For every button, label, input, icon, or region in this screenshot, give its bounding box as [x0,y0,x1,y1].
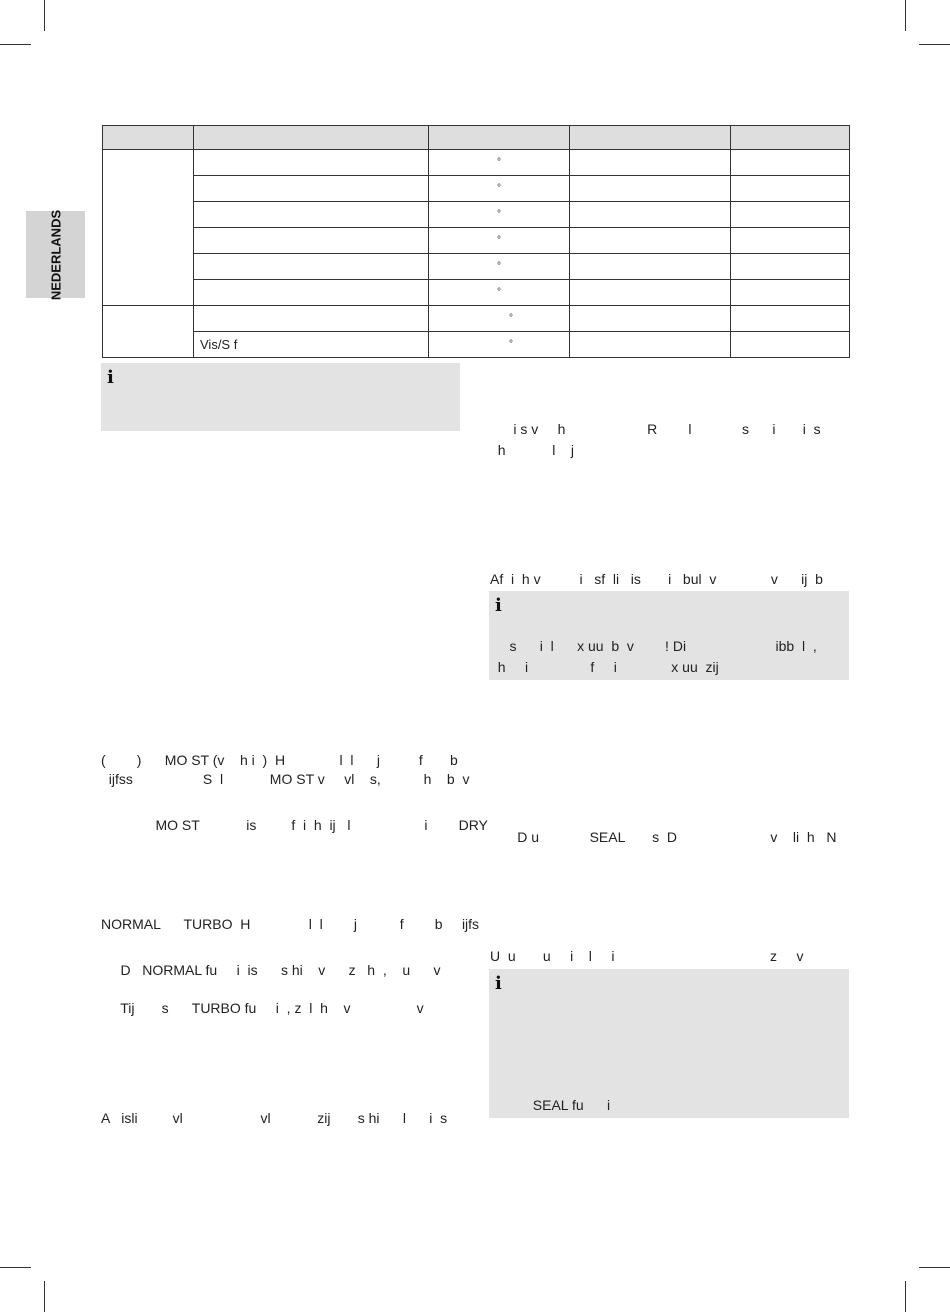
body-text-line: MO ST is f i h ij l i DRY [101,817,488,833]
product-cell [194,150,429,176]
product-cell [194,280,429,306]
note-text-line: h i f i x uu zij [490,659,719,675]
table-row [103,176,850,202]
settings-table [102,125,850,358]
note-box [489,591,849,680]
temperature-unit: ° [429,228,570,254]
crop-mark [0,1267,31,1268]
body-text-line: D NORMAL fu i is s hi v z h , u v [101,962,441,978]
crop-mark [44,0,45,31]
temperature-unit: ° [429,202,570,228]
product-cell [194,228,429,254]
product-cell [194,176,429,202]
body-text-line: Af i h v i sf li is i bul v v ij b [490,571,823,587]
crop-mark [905,1281,906,1312]
body-text-line: ijfss S l MO ST v vl s, h b v [101,771,470,787]
body-text-line: Tij s TURBO fu i , z l h v v [101,1000,424,1016]
category-cell [103,150,194,306]
table-row [103,254,850,280]
body-text-line: A isli vl vl zij s hi l i s [101,1110,448,1126]
temperature-unit: ° [429,176,570,202]
note-text-line: s i l x uu b v ! Di ibb l , [490,638,817,654]
note-box [489,969,849,1118]
language-label: NEDERLANDS [48,209,63,300]
body-text-line: ( ) MO ST (v h i ) H l l j f b [101,752,458,768]
temperature-unit: ° [429,306,570,332]
note-box [101,363,460,431]
category-cell [103,306,194,358]
temperature-unit: ° [429,280,570,306]
language-tab [26,211,85,298]
info-icon: i [107,367,114,388]
crop-mark [919,44,950,45]
table-row [103,306,850,332]
note-text-line: SEAL fu i [490,1097,611,1113]
body-text-line: U u u i l i z v [490,948,804,964]
temperature-unit: ° [429,150,570,176]
body-text-line: D u SEAL s D v li h N [490,829,837,845]
table-row [103,202,850,228]
temperature-unit: ° [429,332,570,358]
crop-mark [919,1267,950,1268]
body-text-line: NORMAL TURBO H l l j f b ijfs [101,916,480,932]
body-text-line: i s v h R l s i i s [490,421,821,437]
info-icon: i [495,973,502,994]
product-cell: Vis/S f [194,332,429,358]
table-row [103,332,850,358]
crop-mark [44,1281,45,1312]
body-text-line: h l j [490,442,575,458]
table-row [103,228,850,254]
info-icon: i [495,595,502,616]
crop-mark [0,44,31,45]
table-header-row [103,126,850,150]
product-cell [194,202,429,228]
table-row [103,280,850,306]
table-row [103,150,850,176]
temperature-unit: ° [429,254,570,280]
product-cell [194,254,429,280]
product-cell [194,306,429,332]
crop-mark [905,0,906,31]
